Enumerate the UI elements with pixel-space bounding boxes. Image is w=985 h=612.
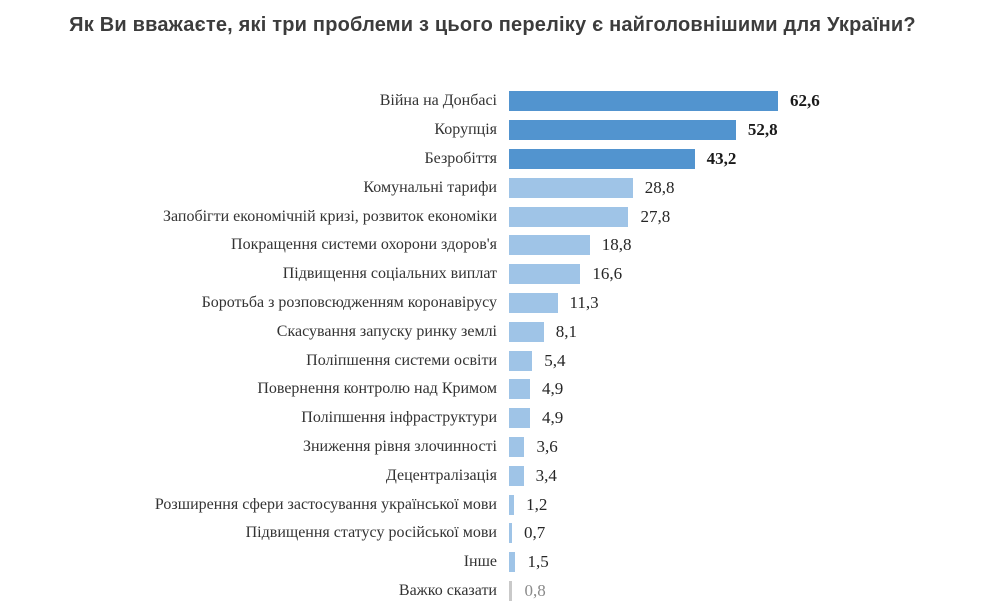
chart-row: [0, 116, 985, 145]
value-label: 27,8: [640, 206, 671, 226]
bar: [509, 437, 524, 457]
value-label: 3,6: [536, 436, 558, 456]
value-label: 52,8: [747, 120, 778, 140]
chart-row: [0, 289, 985, 318]
value-label: 1,2: [526, 494, 548, 514]
chart-row: [0, 548, 985, 577]
bar: [509, 264, 580, 284]
category-label: Поліпшення інфраструктури: [301, 409, 497, 427]
value-label: 18,8: [601, 235, 632, 255]
bar-area: [509, 207, 670, 227]
category-label: Важко сказати: [398, 581, 497, 599]
category-label: Децентралізація: [385, 466, 497, 484]
bar-area: [509, 379, 563, 399]
chart-row: [0, 490, 985, 519]
chart-row: [0, 202, 985, 231]
value-label: 8,1: [555, 321, 578, 341]
value-label: 28,8: [644, 177, 675, 197]
category-label: Боротьба з розповсюдженням коронавірусу: [201, 293, 497, 311]
category-label: Покращення системи охорони здоров'я: [231, 236, 497, 254]
chart-row: [0, 231, 985, 260]
value-label: 62,6: [790, 91, 820, 111]
value-label: 16,6: [592, 264, 623, 284]
value-label: 5,4: [544, 350, 566, 370]
value-label: 4,9: [542, 408, 564, 428]
bar-area: [509, 264, 622, 284]
chart-row: [0, 433, 985, 462]
chart-title: Як Ви вважаєте, які три проблеми з цього переліку є найголовнішими для України?: [69, 14, 916, 36]
category-label: Поліпшення системи освіти: [306, 351, 497, 369]
chart-row: [0, 87, 985, 116]
bar-area: [509, 351, 565, 371]
category-label: Безробіття: [424, 149, 497, 167]
bar-area: [509, 523, 545, 543]
bar-area: [509, 235, 632, 255]
bar: [509, 120, 736, 140]
chart-row: [0, 404, 985, 433]
value-label: 11,3: [569, 292, 599, 312]
value-label: 4,9: [542, 379, 564, 399]
bar: [509, 91, 778, 111]
bar-area: [509, 149, 736, 169]
category-label: Підвищення статусу російської мови: [245, 524, 497, 542]
value-label: 0,7: [524, 523, 546, 543]
chart-row: [0, 145, 985, 174]
bar-chart: [0, 87, 985, 605]
bar: [509, 322, 544, 342]
chart-row: [0, 375, 985, 404]
bar: [509, 581, 512, 601]
value-label: 3,4: [535, 465, 557, 485]
value-label: 43,2: [706, 148, 737, 168]
bar: [509, 523, 512, 543]
bar-area: [509, 552, 549, 572]
bar-area: [509, 322, 577, 342]
bar: [509, 495, 514, 515]
bar-area: [509, 466, 557, 486]
chart-row: [0, 346, 985, 375]
value-label: 1,5: [527, 552, 549, 572]
bar-area: [509, 178, 675, 198]
category-label: Війна на Донбасі: [379, 92, 497, 110]
category-label: Розширення сфери застосування української мови: [154, 495, 497, 513]
chart-row: [0, 317, 985, 346]
bar: [509, 178, 633, 198]
category-label: Скасування запуску ринку землі: [276, 322, 497, 340]
chart-row: [0, 173, 985, 202]
category-label: Запобігти економічній кризі, розвиток економіки: [163, 207, 497, 225]
bar-area: [509, 408, 563, 428]
bar-area: [509, 120, 778, 140]
chart-row: [0, 260, 985, 289]
category-label: Інше: [463, 553, 497, 571]
value-label: 0,8: [524, 580, 546, 600]
bar-area: [509, 293, 599, 313]
bar: [509, 351, 532, 371]
chart-row: [0, 577, 985, 606]
bar: [509, 293, 558, 313]
bar: [509, 466, 524, 486]
chart-row: [0, 461, 985, 490]
category-label: Зниження рівня злочинності: [302, 437, 497, 455]
category-label: Корупція: [434, 121, 497, 139]
category-label: Комунальні тарифи: [363, 178, 497, 196]
category-label: Повернення контролю над Кримом: [257, 380, 497, 398]
bar: [509, 379, 530, 399]
chart-row: [0, 519, 985, 548]
bar-area: [509, 91, 820, 111]
bar-area: [509, 437, 558, 457]
bar: [509, 149, 695, 169]
bar-area: [509, 495, 547, 515]
bar-area: [509, 581, 546, 601]
category-label: Підвищення соціальних виплат: [282, 265, 497, 283]
bar: [509, 207, 628, 227]
bar: [509, 235, 590, 255]
bar: [509, 552, 515, 572]
bar: [509, 408, 530, 428]
